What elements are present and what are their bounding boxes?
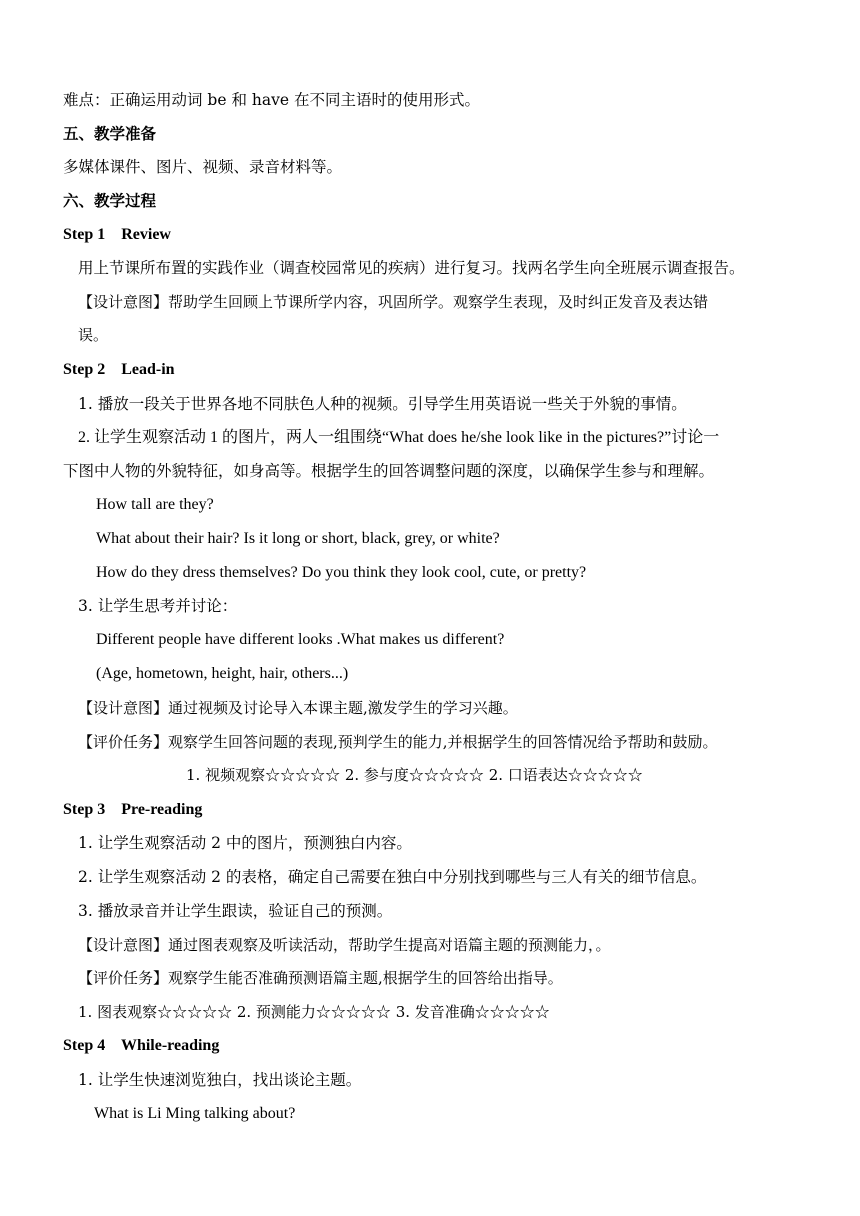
step-2-item-1: 1. 播放一段关于世界各地不同肤色人种的视频。引导学生用英语说一些关于外貌的事情。 [78, 395, 687, 413]
step-3-rating-criteria: 1. 图表观察☆☆☆☆☆ 2. 预测能力☆☆☆☆☆ 3. 发音准确☆☆☆☆☆ [78, 1003, 550, 1021]
step-1-design-intent-cont: 误。 [78, 326, 109, 344]
skim-question: What is Li Ming talking about? [94, 1105, 296, 1122]
step-3-item-1: 1. 让学生观察活动 2 中的图片，预测独白内容。 [78, 834, 412, 852]
question-2: What about their hair? Is it long or short, black, grey, or white? [96, 530, 500, 547]
difficulty-line: 难点：正确运用动词 be 和 have 在不同主语时的使用形式。 [63, 91, 480, 109]
section-heading-process: 六、教学过程 [63, 191, 157, 210]
step-3-item-3: 3. 播放录音并让学生跟读，验证自己的预测。 [78, 902, 393, 920]
discussion-question: Different people have different looks .What makes us different? [96, 631, 505, 648]
step-2-item-2-cont: 下图中人物的外貌特征，如身高等。根据学生的回答调整问题的深度，以确保学生参与和理解。 [63, 462, 715, 480]
step-1-text: 用上节课所布置的实践作业（调查校园常见的疾病）进行复习。找两名学生向全班展示调查报告。 [78, 259, 745, 277]
step-3-evaluation-task: 【评价任务】观察学生能否准确预测语篇主题,根据学生的回答给出指导。 [78, 969, 563, 987]
step-4-heading: Step 4 While-reading [63, 1037, 220, 1054]
step-3-heading: Step 3 Pre-reading [63, 801, 203, 818]
step-1-design-intent: 【设计意图】帮助学生回顾上节课所学内容，巩固所学。观察学生表现，及时纠正发音及表达错 [78, 293, 709, 311]
step-3-design-intent: 【设计意图】通过图表观察及听读活动，帮助学生提高对语篇主题的预测能力，。 [78, 936, 611, 954]
step-2-rating-criteria: 1. 视频观察☆☆☆☆☆ 2. 参与度☆☆☆☆☆ 2. 口语表达☆☆☆☆☆ [186, 766, 643, 784]
step-2-item-3: 3. 让学生思考并讨论： [78, 597, 238, 615]
section-heading-preparation: 五、教学准备 [63, 124, 157, 143]
step-3-item-2: 2. 让学生观察活动 2 的表格，确定自己需要在独白中分别找到哪些与三人有关的细节信息。 [78, 868, 707, 886]
step-2-evaluation-task: 【评价任务】观察学生回答问题的表现,预判学生的能力,并根据学生的回答情况给予帮助和鼓励。 [78, 733, 718, 751]
discussion-hints: (Age, hometown, height, hair, others...) [96, 665, 349, 682]
preparation-text: 多媒体课件、图片、视频、录音材料等。 [63, 158, 343, 176]
step-1-heading: Step 1 Review [63, 226, 171, 243]
step-2-design-intent: 【设计意图】通过视频及讨论导入本课主题,激发学生的学习兴趣。 [78, 699, 518, 717]
step-2-item-2: 2. 让学生观察活动 1 的图片，两人一组围绕“What does he/she look like in the pictures?”讨论一 [78, 429, 720, 446]
question-3: How do they dress themselves? Do you think they look cool, cute, or pretty? [96, 564, 587, 581]
step-4-item-1: 1. 让学生快速浏览独白，找出谈论主题。 [78, 1071, 362, 1089]
question-1: How tall are they? [96, 496, 214, 513]
step-2-heading: Step 2 Lead-in [63, 361, 175, 378]
